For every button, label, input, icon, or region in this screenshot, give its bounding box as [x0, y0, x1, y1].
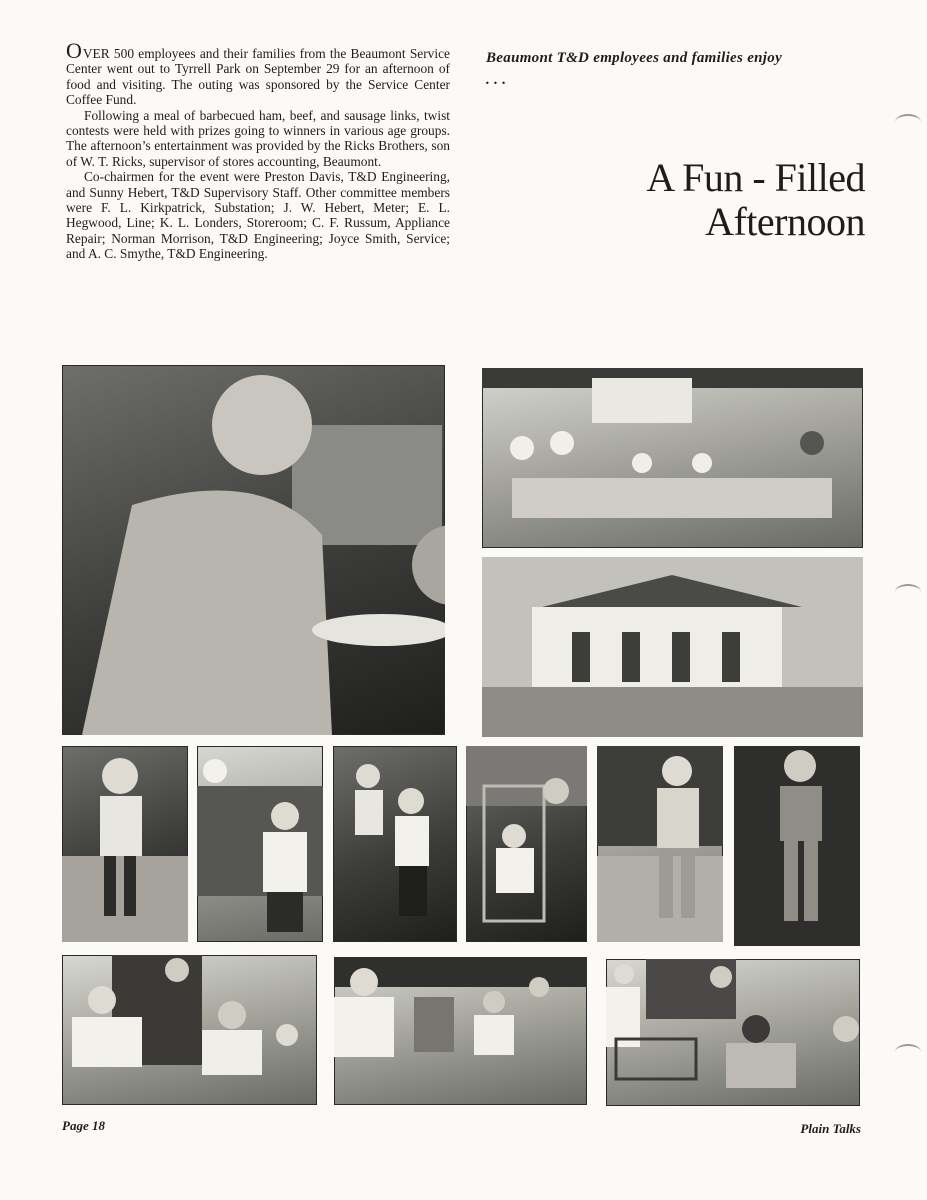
photo-picnic-tables: [606, 959, 860, 1106]
photo-boy-on-wall: [62, 746, 188, 942]
binder-hole-mark: [895, 1044, 921, 1060]
photo-children-dancing: [333, 746, 457, 942]
photo-pavilion: [482, 557, 863, 737]
article-paragraph-3: Co-chairmen for the event were Preston Davis, T&D Engineering, and Sunny Hebert, T&D Supervisory Staff. Other committee members were F. L. Kirkpatrick, Substation; J. W. Hebert, Meter; E. L. Hegwood, Line; K. L. Londers, Storeroom; C. F. Russum, Appliance Repair; Norman Morrison, T&D Engineering; Joyce Smith, Service; and A. C. Smythe, T&D Engineering.: [66, 169, 450, 262]
photo-child-in-stroller: [466, 746, 587, 942]
page-number: Page 18: [62, 1118, 105, 1133]
photo-boy-waving-paddle: [197, 746, 323, 942]
title-line-2: Afternoon: [705, 199, 865, 244]
article-paragraph-1: [66, 38, 450, 108]
paragraph-1-text: VER 500 employees and their families from the Beaumont Service Center went out to Tyrrell Park on September 29 for an afternoon of food and visiting. The outing was sponsored by the Service Center Coffee Fund.: [66, 46, 450, 108]
article-body: [66, 38, 450, 262]
photo-family-eating: [62, 955, 317, 1105]
drop-cap: O: [66, 38, 82, 63]
photo-fountain-gathering: [482, 368, 863, 548]
article-paragraph-2: Following a meal of barbecued ham, beef, and sausage links, twist contests were held with prizes going to winners in various age groups. The afternoon’s entertainment was provided by the Ricks Brothers, son of W. T. Ricks, supervisor of stores accounting, Beaumont.: [66, 107, 450, 169]
publication-name: Plain Talks: [800, 1121, 861, 1136]
title-line-1: A Fun - Filled: [646, 155, 865, 200]
kicker-text: Beaumont T&D employees and families enjoy . . .: [486, 50, 783, 88]
binder-hole-mark: [895, 114, 921, 130]
page-title: [646, 156, 865, 244]
photo-group-seated: [334, 957, 587, 1105]
photo-man-serving-plate: [62, 365, 445, 735]
photo-girl-walking: [734, 746, 860, 946]
binder-hole-mark: [895, 584, 921, 600]
photo-boy-eating: [597, 746, 723, 942]
